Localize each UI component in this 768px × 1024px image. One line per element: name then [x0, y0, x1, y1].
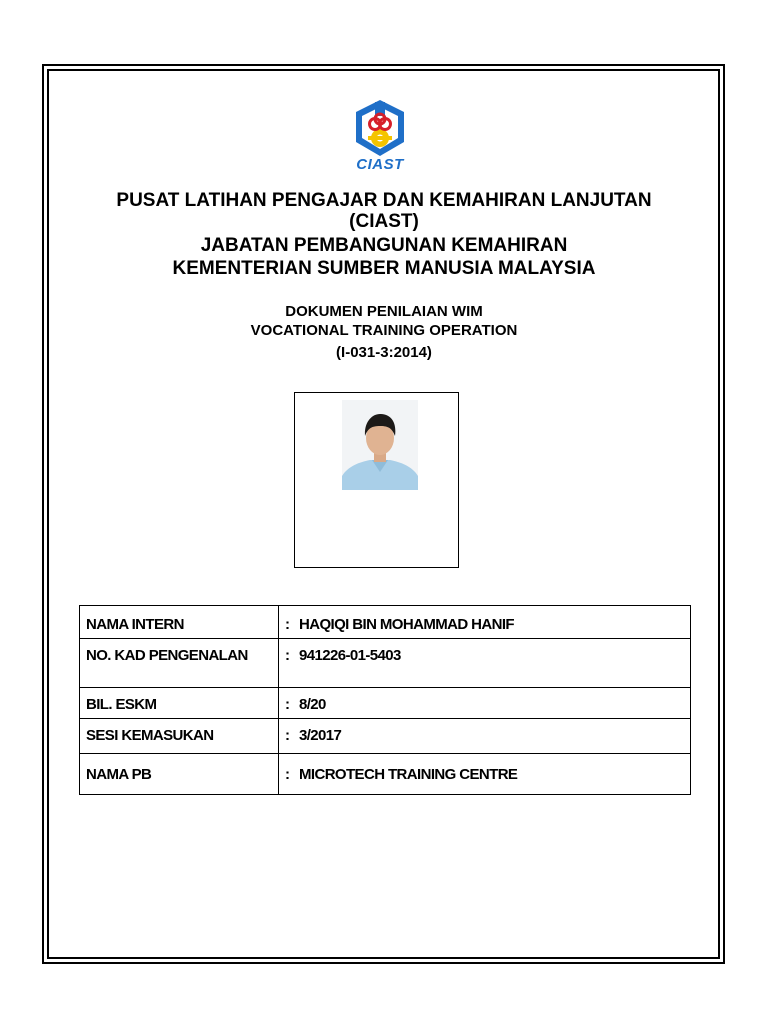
row-value-no-kad: 941226-01-5403 — [299, 647, 401, 664]
colon-separator: : — [285, 696, 290, 713]
document-code: (I-031-3:2014) — [336, 344, 432, 361]
colon-separator: : — [285, 616, 290, 633]
ciast-emblem-icon — [338, 98, 422, 158]
intern-info-table — [79, 605, 691, 795]
document-subtitle: VOCATIONAL TRAINING OPERATION — [250, 322, 518, 339]
document-title: DOKUMEN PENILAIAN WIM — [285, 303, 483, 320]
person-portrait-icon — [342, 400, 418, 490]
row-value-cell — [279, 606, 691, 639]
row-label-bil-eskm: BIL. ESKM — [80, 688, 279, 719]
table-row — [80, 719, 691, 754]
row-label-nama-pb: NAMA PB — [80, 754, 279, 795]
department-name: JABATAN PEMBANGUNAN KEMAHIRAN — [200, 235, 568, 256]
row-value-cell — [279, 719, 691, 754]
table-row — [80, 754, 691, 795]
colon-separator: : — [285, 766, 290, 783]
row-label-sesi-kemasukan: SESI KEMASUKAN — [80, 719, 279, 754]
row-label-no-kad: NO. KAD PENGENALAN — [80, 639, 279, 688]
table-row — [80, 639, 691, 688]
intern-photo — [342, 400, 418, 490]
row-value-nama-pb: MICROTECH TRAINING CENTRE — [299, 766, 518, 783]
row-value-cell — [279, 688, 691, 719]
institution-name: PUSAT LATIHAN PENGAJAR DAN KEMAHIRAN LANJUTAN — [116, 190, 652, 211]
row-value-cell — [279, 639, 691, 688]
table-row — [80, 606, 691, 639]
table-row — [80, 688, 691, 719]
colon-separator: : — [285, 727, 290, 744]
row-value-nama-intern: HAQIQI BIN MOHAMMAD HANIF — [299, 616, 514, 633]
ciast-logo — [338, 98, 422, 176]
colon-separator: : — [285, 647, 290, 664]
row-value-sesi-kemasukan: 3/2017 — [299, 727, 342, 744]
institution-acronym: (CIAST) — [349, 211, 419, 232]
logo-wordmark: CIAST — [356, 156, 404, 173]
row-label-nama-intern: NAMA INTERN — [80, 606, 279, 639]
row-value-cell — [279, 754, 691, 795]
row-value-bil-eskm: 8/20 — [299, 696, 326, 713]
ministry-name: KEMENTERIAN SUMBER MANUSIA MALAYSIA — [172, 258, 596, 279]
